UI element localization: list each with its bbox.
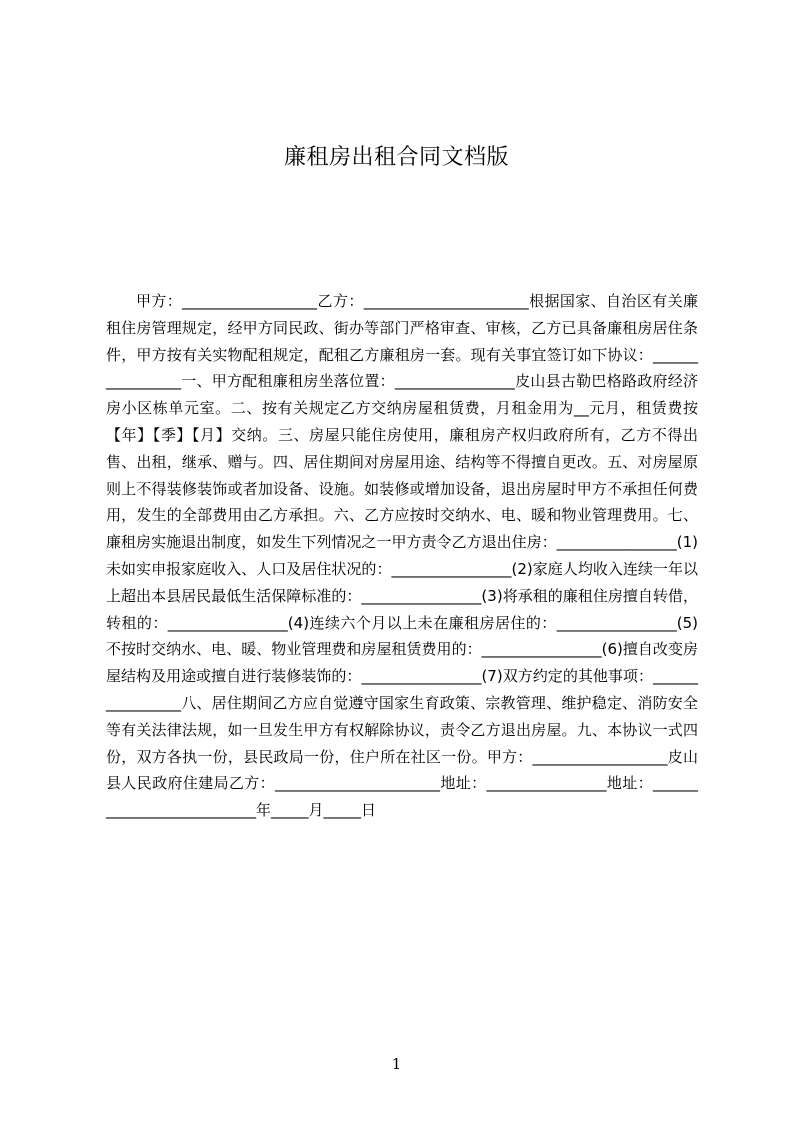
document-title: 廉租房出租合同文档版 (283, 145, 509, 170)
contract-body-text: 甲方：__________________乙方：______________________根据国家、自治区有关廉租住房管理规定，经甲方同民政、街办等部门严格审查、审核，乙方已具备廉租房居住条件，甲方按有关实物配租规定，配租乙方廉租房一套。现有关事宜签订如下协议：________________一、甲方配租廉租房坐落位置：________________皮山县古勒巴格路政府经济房小区栋单元室。二、按有关规定乙方交纳房屋租赁费，月租金用为__元月，租赁费按【年】【季】【月】交纳。三、房屋只能住房使用，廉租房产权归政府所有，乙方不得出售、出租，继承、赠与。四、居住期间对房屋用途、结构等不得擅自更改。五、对房屋原则上不得装修装饰或者加设备、设施。如装修或增加设备，退出房屋时甲方不承担任何费用，发生的全部费用由乙方承担。六、乙方应按时交纳水、电、暖和物业管理费用。七、廉租房实施退出制度，如发生下列情况之一甲方责令乙方退出住房：________________(1)未如实申报家庭收入、人口及居住状况的：________________(2)家庭人均收入连续一年以上超出本县居民最低生活保障标准的：________________(3)将承租的廉租住房擅自转借，转租的：________________(4)连续六个月以上未在廉租房居住的：________________(5)不按时交纳水、电、暖、物业管理费和房屋租赁费用的：________________(6)擅自改变房屋结构及用途或擅自进行装修装饰的：________________(7)双方约定的其他事项：________________八、居住期间乙方应自觉遵守国家生育政策、宗教管理、维护稳定、消防安全等有关法律法规，如一旦发生甲方有权解除协议，责令乙方退出房屋。九、本协议一式四份，双方各执一份，县民政局一份，住户所在社区一份。甲方：__________________皮山县人民政府住建局乙方：______________________地址：________________地址：__________________________年_____月_____日 (106, 292, 698, 820)
page-number: 1 (391, 1055, 402, 1073)
